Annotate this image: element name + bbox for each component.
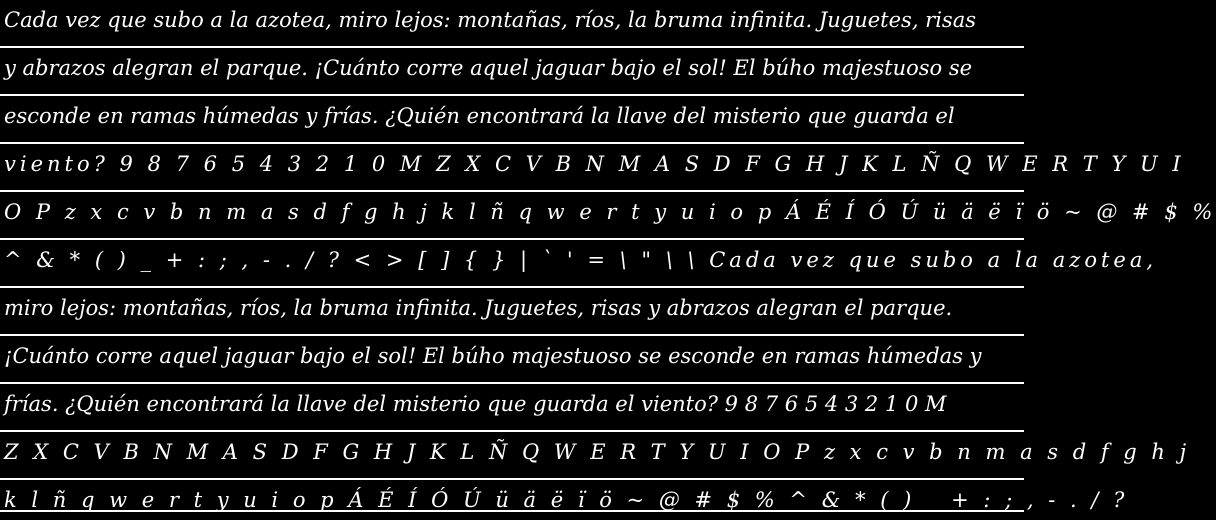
text-line-8: ¡Cuánto corre aquel jaguar bajo el sol! El búho majestuoso se esconde en ramas húmedas y <box>0 336 1024 384</box>
text-line-1: Cada vez que subo a la azotea, miro lejos: montañas, ríos, la bruma infinita. Juguetes, risas <box>0 0 1024 48</box>
text-line-9: frías. ¿Quién encontrará la llave del misterio que guarda el viento? 9 8 7 6 5 4 3 2 1 0 M <box>0 384 1024 432</box>
text-line-5: O P z x c v b n m a s d f g h j k l ñ q w e r t y u i o p Á É Í Ó Ú ü ä ë ï ö ~ @ # $ % <box>0 192 1024 240</box>
text-line-6: ^ & * ( ) _ + : ; , - . / ? < > [ ] { } | ` ' = \ " \ \ Cada vez que subo a la azotea, <box>0 240 1024 288</box>
text-line-10: Z X C V B N M A S D F G H J K L Ñ Q W E R T Y U I O P z x c v b n m a s d f g h j <box>0 432 1024 480</box>
text-line-3: esconde en ramas húmedas y frías. ¿Quién encontrará la llave del misterio que guarda el <box>0 96 1024 144</box>
text-line-7: miro lejos: montañas, ríos, la bruma infinita. Juguetes, risas y abrazos alegran el parque. <box>0 288 1024 336</box>
text-line-4: viento? 9 8 7 6 5 4 3 2 1 0 M Z X C V B N M A S D F G H J K L Ñ Q W E R T Y U I <box>0 144 1024 192</box>
text-line-2: y abrazos alegran el parque. ¡Cuánto corre aquel jaguar bajo el sol! El búho majestuoso se <box>0 48 1024 96</box>
text-line-11: k l ñ q w e r t y u i o p Á É Í Ó Ú ü ä ë ï ö ~ @ # $ % ^ & * ( ) _ + : ; , - . / ? <box>0 480 1024 512</box>
